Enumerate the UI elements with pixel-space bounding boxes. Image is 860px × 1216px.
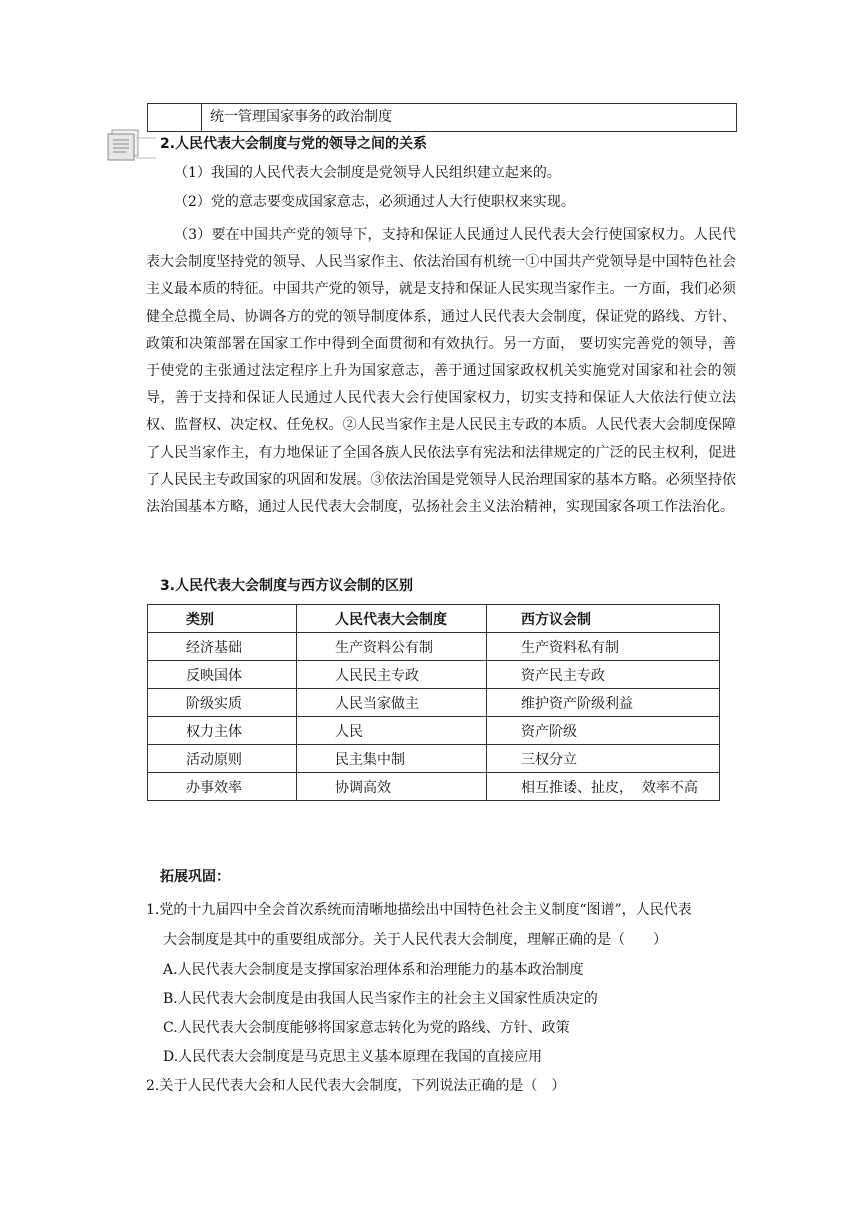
question2: 2.关于人民代表大会和人民代表大会制度，下列说法正确的是（ ） bbox=[146, 1078, 566, 1094]
question1-line1: 1.党的十九届四中全会首次系统而清晰地描绘出中国特色社会主义制度“图谱”，人民代表 bbox=[146, 902, 692, 918]
question1-option-c: C.人民代表大会制度能够将国家意志转化为党的路线、方针、政策 bbox=[163, 1020, 570, 1036]
table-cell: 人民当家做主 bbox=[297, 689, 487, 717]
table-row bbox=[148, 717, 720, 745]
table-row bbox=[148, 745, 720, 773]
table-cell: 生产资料私有制 bbox=[487, 633, 720, 661]
question1-line2: 大会制度是其中的重要组成部分。关于人民代表大会制度，理解正确的是（ ） bbox=[163, 932, 667, 948]
table-cell: 阶级实质 bbox=[148, 689, 297, 717]
table-row bbox=[148, 773, 720, 801]
section2-point3: （3）要在中国共产党的领导下，支持和保证人民通过人民代表大会行使国家权力。人民代表大会制度坚持党的领导、人民当家作主、依法治国有机统一①中国共产党领导是中国特色社会主义最本质的特征。中国共产党的领导，就是支持和保证人民实现当家作主。一方面，我们必须健全总揽全局、协调各方的党的领导制度体系，通过人民代表大会制度，保证党的路线、方针、政策和决策部署在国家工作中得到全面贯彻和有效执行。另一方面， 要切实完善党的领导，善于使党的主张通过法定程序上升为国家意志，善于通过国家政权机关实施党对国家和社会的领导，善于支持和保证人民通过人民代表大会行使国家权力，切实支持和保证人大依法行使立法权、监督权、决定权、任免权。②人民当家作主是人民民主专政的本质。人民代表大会制度保障了人民当家作主，有力地保证了全国各族人民依法享有宪法和法律规定的广泛的民主权利，促进了人民民主专政国家的巩固和发展。③依法治国是党领导人民治理国家的基本方略。必须坚持依法治国基本方略，通过人民代表大会制度，弘扬社会主义法治精神，实现国家各项工作法治化。 bbox=[146, 227, 736, 516]
section2-point1: （1）我国的人民代表大会制度是党领导人民组织建立起来的。 bbox=[174, 165, 561, 181]
table-header-row bbox=[148, 605, 720, 633]
table-cell: 三权分立 bbox=[487, 745, 720, 773]
section3-heading: 3.人民代表大会制度与西方议会制的区别 bbox=[160, 578, 414, 594]
table-cell: 资产民主专政 bbox=[487, 661, 720, 689]
table-cell: 生产资料公有制 bbox=[297, 633, 487, 661]
question1-option-b: B.人民代表大会制度是由我国人民当家作主的社会主义国家性质决定的 bbox=[163, 991, 598, 1007]
header-npc-system: 人民代表大会制度 bbox=[297, 605, 487, 633]
question1-option-a: A.人民代表大会制度是支撑国家治理体系和治理能力的基本政治制度 bbox=[163, 962, 584, 978]
table-cell: 协调高效 bbox=[297, 773, 487, 801]
header-category: 类别 bbox=[148, 605, 297, 633]
table-cell: 民主集中制 bbox=[297, 745, 487, 773]
practice-heading: 拓展巩固： bbox=[160, 869, 230, 885]
table-row bbox=[148, 633, 720, 661]
header-western-parliament: 西方议会制 bbox=[487, 605, 720, 633]
table-cell: 权力主体 bbox=[148, 717, 297, 745]
top-table-cell bbox=[147, 103, 737, 132]
table-row bbox=[148, 689, 720, 717]
table-cell: 资产阶级 bbox=[487, 717, 720, 745]
comparison-table bbox=[147, 604, 720, 801]
table-cell: 人民民主专政 bbox=[297, 661, 487, 689]
table-cell: 活动原则 bbox=[148, 745, 297, 773]
question1-option-d: D.人民代表大会制度是马克思主义基本原理在我国的直接应用 bbox=[163, 1049, 543, 1065]
table-divider bbox=[201, 104, 202, 131]
top-cell-text: 统一管理国家事务的政治制度 bbox=[210, 109, 392, 125]
section2-heading: 2.人民代表大会制度与党的领导之间的关系 bbox=[160, 136, 428, 152]
table-cell: 反映国体 bbox=[148, 661, 297, 689]
document-stack-icon bbox=[106, 128, 158, 162]
table-cell: 办事效率 bbox=[148, 773, 297, 801]
table-cell: 人民 bbox=[297, 717, 487, 745]
table-cell: 相互推诿、扯皮， 效率不高 bbox=[487, 773, 720, 801]
table-cell: 维护资产阶级利益 bbox=[487, 689, 720, 717]
table-row bbox=[148, 661, 720, 689]
section2-point2: （2）党的意志要变成国家意志，必须通过人大行使职权来实现。 bbox=[174, 194, 575, 210]
table-cell: 经济基础 bbox=[148, 633, 297, 661]
